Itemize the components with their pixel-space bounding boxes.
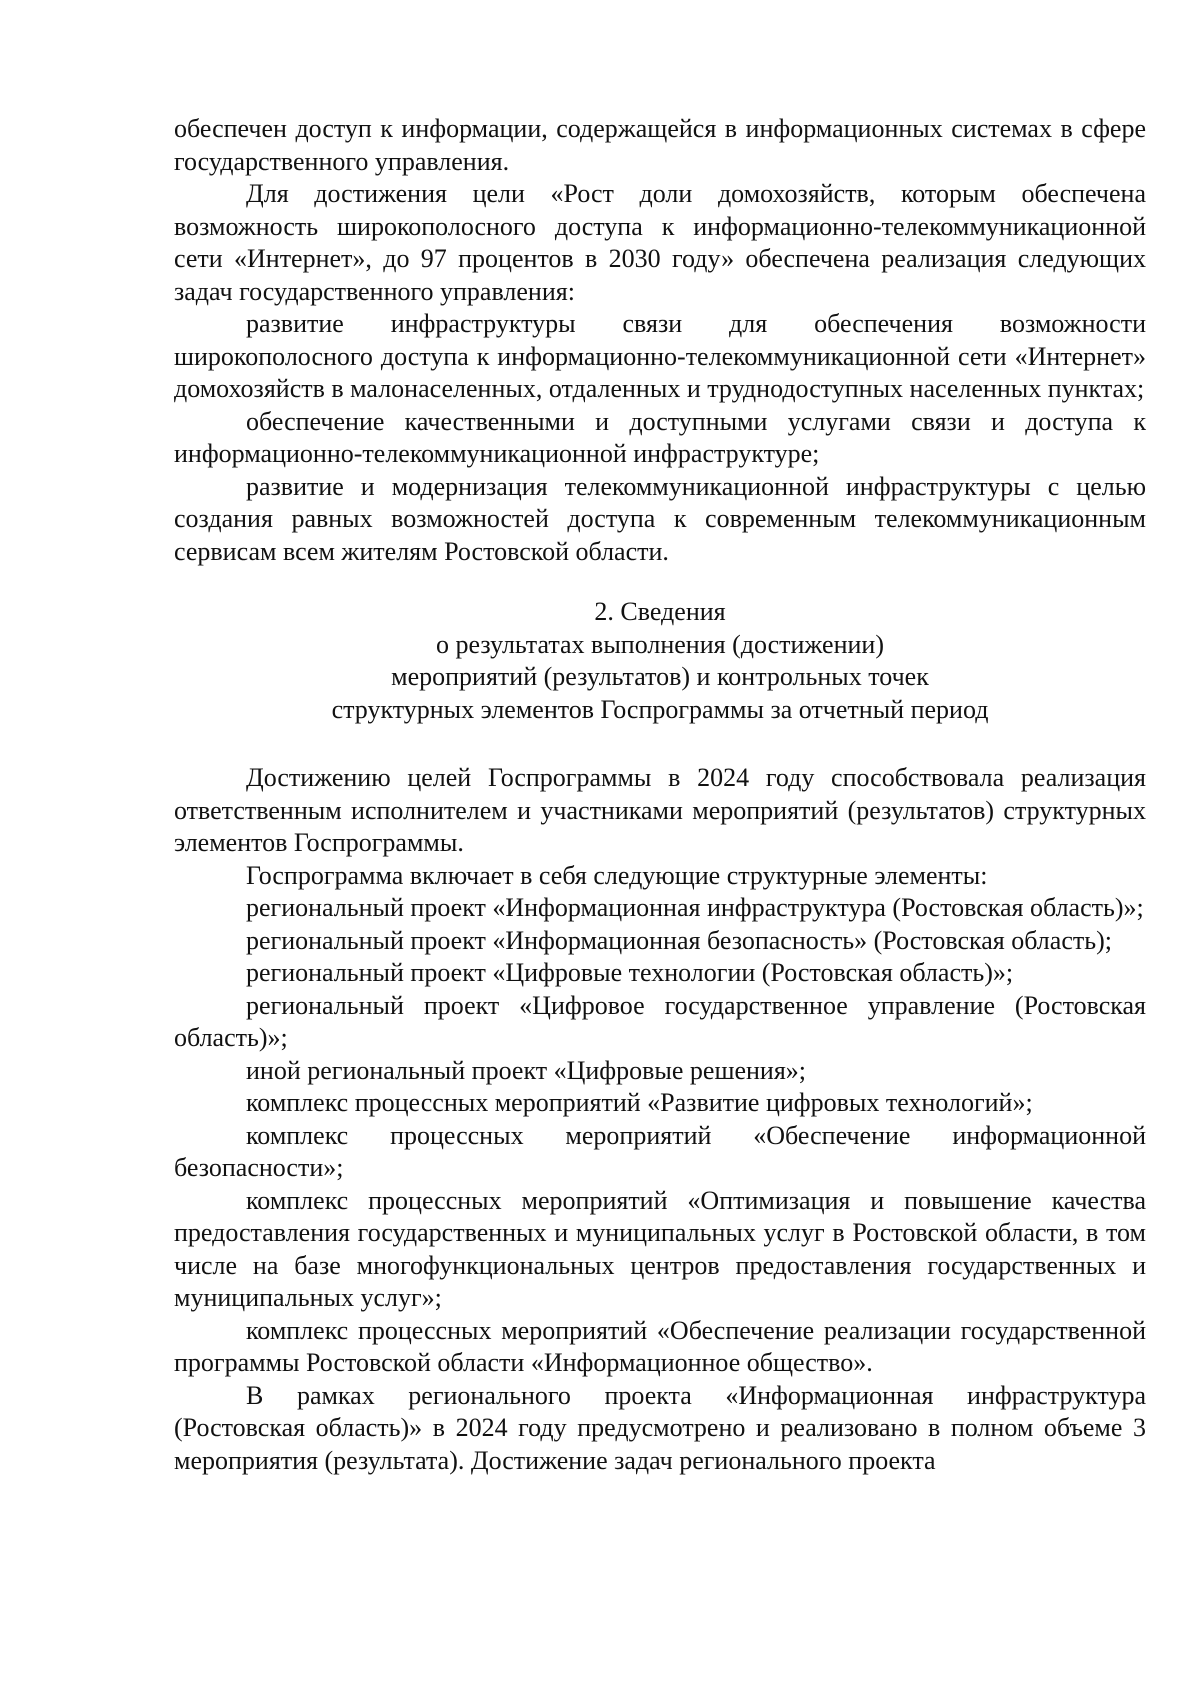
paragraph-task-infrastructure: развитие инфраструктуры связи для обеспечения возможности широкополосного доступа к информационно-телекоммуникационной сети «Интернет» домохозяйств в малонаселенных, отдаленных и труднодоступных населенных пунктах; [174,309,1146,403]
paragraph-goals-achievement: Достижению целей Госпрограммы в 2024 году способствовала реализация ответственным исполнителем и участниками мероприятий (результатов) структурных элементов Госпрограммы. [174,763,1146,857]
paragraph-elements-intro: Госпрограмма включает в себя следующие структурные элементы: [246,860,988,890]
paragraph-task-quality-services: обеспечение качественными и доступными услугами связи и доступа к информационно-телекоммуникационной инфраструктуре; [174,406,1146,468]
section-heading-number: 2. Сведения [594,597,726,626]
paragraph-access-info: обеспечен доступ к информации, содержащейся в информационных системах в сфере государственного управления. [174,114,1146,176]
list-item-element: комплекс процессных мероприятий «Оптимизация и повышение качества предоставления государственных и муниципальных услуг в Ростовской области, в том числе на базе многофункциональных центров предоставления государственных и муниципальных услуг»; [174,1185,1146,1312]
list-item-element: региональный проект «Цифровые технологии (Ростовская область)»; [246,958,1014,987]
paragraph-goal-broadband: Для достижения цели «Рост доли домохозяйств, которым обеспечена возможность широкополосного доступа к информационно-телекоммуникационной сети «Интернет», до 97 процентов в 2030 году» обеспечена реализация следующих задач государственного управления: [174,179,1146,306]
list-item-element: комплекс процессных мероприятий «Развитие цифровых технологий»; [246,1088,1033,1117]
list-item-element: региональный проект «Информационная инфраструктура (Ростовская область)»; [246,893,1144,922]
document-body [174,113,1146,1477]
paragraph-task-modernization: развитие и модернизация телекоммуникационной инфраструктуры с целью создания равных возможностей доступа к современным телекоммуникационным сервисам всем жителям Ростовской области. [174,471,1146,566]
list-item-element: комплекс процессных мероприятий «Обеспечение информационной безопасности»; [174,1120,1146,1182]
section-heading-line: о результатах выполнения (достижении) [436,629,884,659]
paragraph-regional-project-results: В рамках регионального проекта «Информационная инфраструктура (Ростовская область)» в 2024 году предусмотрено и реализовано в полном объеме 3 мероприятия (результата). Достижение задач регионального проекта [174,1380,1146,1475]
section-heading-line: структурных элементов Госпрограммы за отчетный период [331,694,989,724]
list-item-element: региональный проект «Цифровое государственное управление (Ростовская область)»; [174,990,1146,1052]
list-item-element: комплекс процессных мероприятий «Обеспечение реализации государственной программы Ростовской области «Информационное общество». [174,1315,1146,1377]
list-item-element: иной региональный проект «Цифровые решения»; [246,1055,807,1085]
section-heading-line: мероприятий (результатов) и контрольных точек [391,662,929,691]
list-item-element: региональный проект «Информационная безопасность» (Ростовская область); [246,925,1112,955]
section-heading [174,596,1146,726]
